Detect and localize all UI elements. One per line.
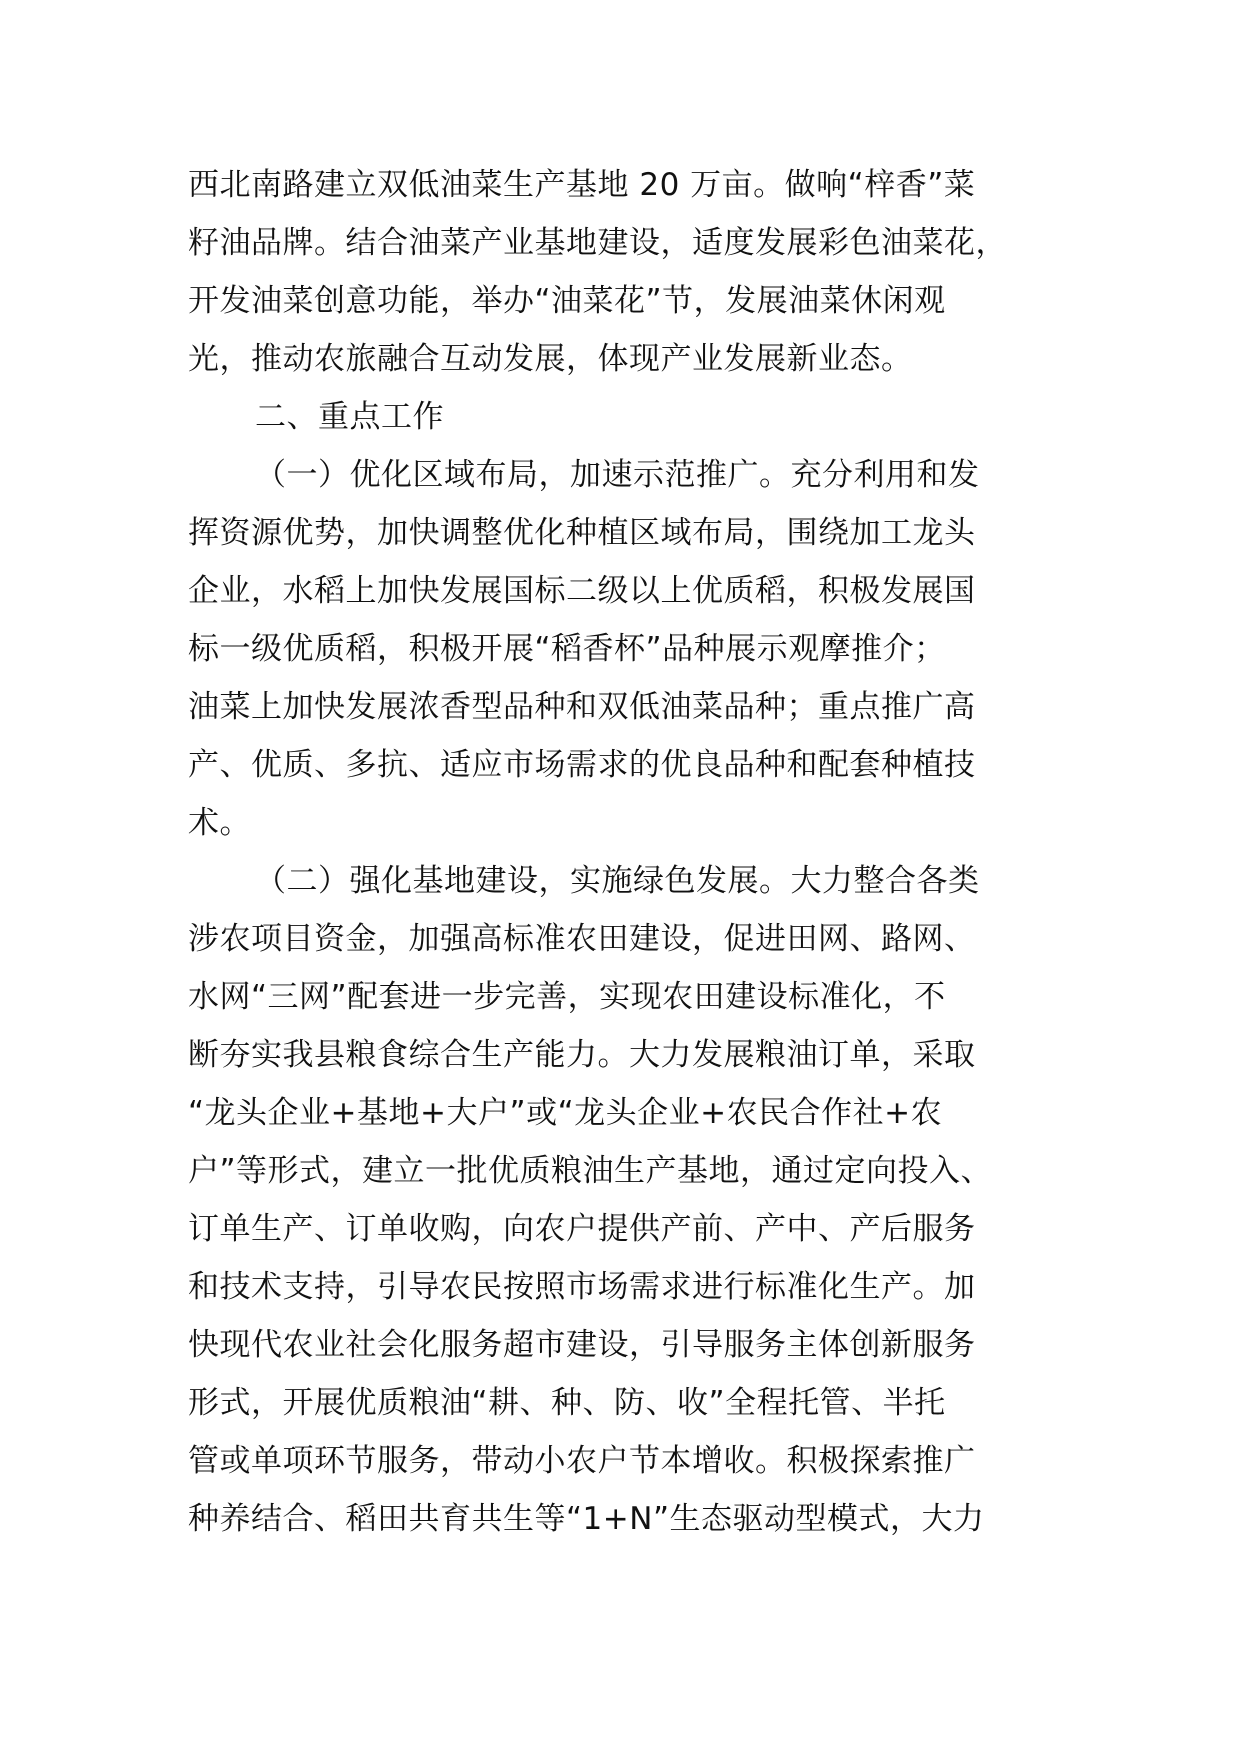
paragraph-line: 断夯实我县粮食综合生产能力。大力发展粮油订单，采取: [188, 1037, 976, 1073]
section-heading: 二、重点工作: [255, 399, 444, 435]
paragraph-line: 形式，开展优质粮油“耕、种、防、收”全程托管、半托: [188, 1385, 946, 1421]
paragraph-line: 产、优质、多抗、适应市场需求的优良品种和配套种植技: [188, 747, 976, 783]
paragraph-line: 术。: [188, 805, 251, 841]
paragraph-line: 籽油品牌。结合油菜产业基地建设，适度发展彩色油菜花，: [188, 225, 1007, 261]
paragraph-line: 企业，水稻上加快发展国标二级以上优质稻，积极发展国: [188, 573, 976, 609]
paragraph-line: 开发油菜创意功能，举办“油菜花”节，发展油菜休闲观: [188, 283, 946, 319]
paragraph-line: 涉农项目资金，加强高标准农田建设，促进田网、路网、: [188, 921, 976, 957]
paragraph-line: （一）优化区域布局，加速示范推广。充分利用和发: [255, 457, 980, 493]
paragraph-line: 和技术支持，引导农民按照市场需求进行标准化生产。加: [188, 1269, 976, 1305]
paragraph-line: 挥资源优势，加快调整优化种植区域布局，围绕加工龙头: [188, 515, 976, 551]
paragraph-line: 西北南路建立双低油菜生产基地 20 万亩。做响“梓香”菜: [188, 167, 976, 203]
paragraph-line: 油菜上加快发展浓香型品种和双低油菜品种；重点推广高: [188, 689, 976, 725]
paragraph-line: 订单生产、订单收购，向农户提供产前、产中、产后服务: [188, 1211, 976, 1247]
paragraph-line: 户”等形式，建立一批优质粮油生产基地，通过定向投入、: [188, 1153, 993, 1189]
paragraph-line: 管或单项环节服务，带动小农户节本增收。积极探索推广: [188, 1443, 976, 1479]
paragraph-line: “龙头企业+基地+大户”或“龙头企业+农民合作社+农: [188, 1095, 943, 1131]
paragraph-line: 种养结合、稻田共育共生等“1+N”生态驱动型模式，大力: [188, 1501, 985, 1537]
paragraph-line: 水网“三网”配套进一步完善，实现农田建设标准化，不: [188, 979, 946, 1015]
paragraph-line: （二）强化基地建设，实施绿色发展。大力整合各类: [255, 863, 980, 899]
paragraph-line: 快现代农业社会化服务超市建设，引导服务主体创新服务: [188, 1327, 976, 1363]
paragraph-line: 光，推动农旅融合互动发展，体现产业发展新业态。: [188, 341, 913, 377]
paragraph-line: 标一级优质稻，积极开展“稻香杯”品种展示观摩推介；: [188, 631, 946, 667]
